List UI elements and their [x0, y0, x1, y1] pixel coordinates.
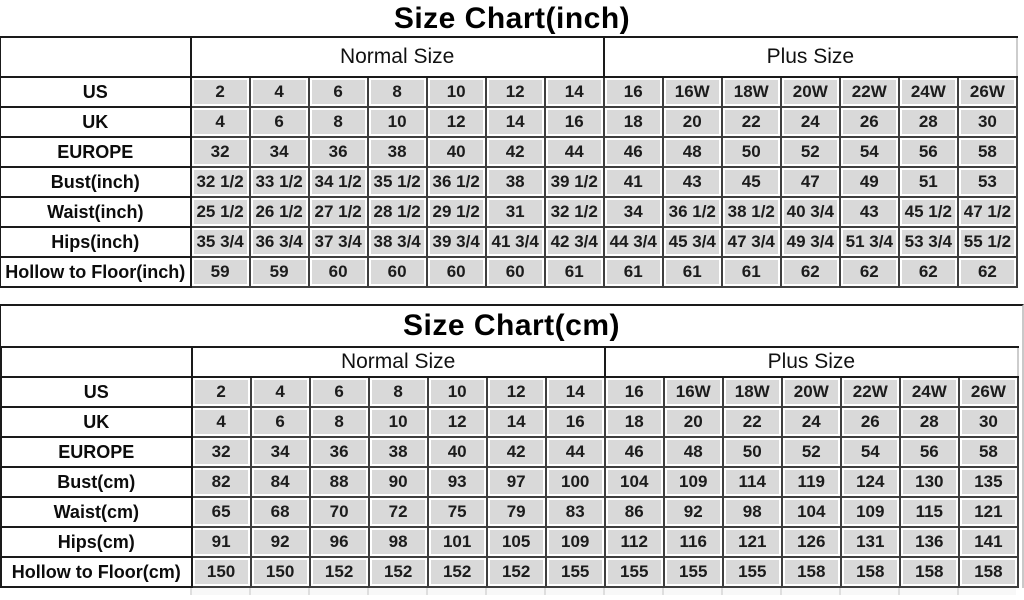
size-value-cell: 18	[604, 107, 663, 137]
size-value-cell: 152	[369, 557, 428, 587]
size-value-cell: 39 3/4	[427, 227, 486, 257]
size-value-cell: 54	[841, 437, 900, 467]
size-value-cell: 44	[545, 137, 604, 167]
cutoff-next-row-sliver	[190, 588, 1016, 595]
size-value-cell: 16	[604, 77, 663, 107]
size-value-cell: 16W	[664, 377, 723, 407]
size-value-cell: 141	[959, 527, 1018, 557]
size-value-cell: 62	[781, 257, 840, 287]
size-value-cell: 55 1/2	[958, 227, 1017, 257]
size-value-cell: 4	[251, 377, 310, 407]
size-value-cell: 50	[722, 137, 781, 167]
size-value-cell: 79	[487, 497, 546, 527]
size-value-cell: 115	[900, 497, 959, 527]
size-value-cell: 34 1/2	[309, 167, 368, 197]
size-value-cell: 53 3/4	[899, 227, 958, 257]
size-value-cell: 28	[900, 407, 959, 437]
size-value-cell: 104	[605, 467, 664, 497]
size-chart-inch-section	[0, 2, 1024, 288]
size-value-cell: 48	[663, 137, 722, 167]
size-value-cell: 22	[723, 407, 782, 437]
size-value-cell: 35 3/4	[191, 227, 250, 257]
size-value-cell: 46	[605, 437, 664, 467]
size-value-cell: 30	[958, 107, 1017, 137]
size-value-cell: 62	[840, 257, 899, 287]
size-value-cell: 28	[899, 107, 958, 137]
size-value-cell: 121	[723, 527, 782, 557]
size-value-cell: 45	[722, 167, 781, 197]
size-value-cell: 152	[428, 557, 487, 587]
size-value-cell: 10	[368, 107, 427, 137]
group-header-plus-size: Plus Size	[604, 37, 1017, 77]
row-label: Bust(cm)	[2, 467, 192, 497]
size-value-cell: 6	[251, 407, 310, 437]
size-value-cell: 32 1/2	[545, 197, 604, 227]
corner-cell	[1, 37, 191, 77]
table-row	[1, 227, 1018, 257]
size-value-cell: 10	[428, 377, 487, 407]
size-value-cell: 36	[309, 137, 368, 167]
size-chart-page	[0, 2, 1024, 600]
size-value-cell: 54	[840, 137, 899, 167]
size-value-cell: 24W	[900, 377, 959, 407]
size-value-cell: 90	[369, 467, 428, 497]
row-label: Hollow to Floor(inch)	[1, 257, 191, 287]
size-value-cell: 88	[310, 467, 369, 497]
size-value-cell: 26	[841, 407, 900, 437]
size-value-cell: 109	[546, 527, 605, 557]
size-value-cell: 155	[546, 557, 605, 587]
size-value-cell: 24	[782, 407, 841, 437]
size-value-cell: 36 1/2	[663, 197, 722, 227]
size-value-cell: 105	[487, 527, 546, 557]
row-label: UK	[2, 407, 192, 437]
row-label: Hips(inch)	[1, 227, 191, 257]
table-row	[2, 467, 1019, 497]
size-value-cell: 53	[958, 167, 1017, 197]
size-value-cell: 20W	[781, 77, 840, 107]
size-value-cell: 152	[487, 557, 546, 587]
table-row	[1, 167, 1018, 197]
row-label: US	[1, 77, 191, 107]
size-value-cell: 37 3/4	[309, 227, 368, 257]
group-header-normal-size: Normal Size	[192, 347, 605, 377]
size-value-cell: 27 1/2	[309, 197, 368, 227]
row-label: US	[2, 377, 192, 407]
size-value-cell: 150	[192, 557, 251, 587]
size-value-cell: 8	[369, 377, 428, 407]
size-value-cell: 158	[782, 557, 841, 587]
size-value-cell: 61	[604, 257, 663, 287]
size-value-cell: 62	[899, 257, 958, 287]
row-label: EUROPE	[2, 437, 192, 467]
size-value-cell: 22W	[841, 377, 900, 407]
size-value-cell: 61	[663, 257, 722, 287]
size-value-cell: 47 3/4	[722, 227, 781, 257]
size-value-cell: 114	[723, 467, 782, 497]
group-header-plus-size: Plus Size	[605, 347, 1018, 377]
size-value-cell: 40	[427, 137, 486, 167]
table-row	[1, 257, 1018, 287]
table-row	[2, 377, 1019, 407]
size-value-cell: 8	[368, 77, 427, 107]
size-value-cell: 33 1/2	[250, 167, 309, 197]
size-value-cell: 26W	[958, 77, 1017, 107]
size-value-cell: 42	[486, 137, 545, 167]
size-value-cell: 44	[546, 437, 605, 467]
size-value-cell: 26 1/2	[250, 197, 309, 227]
row-label: Waist(cm)	[2, 497, 192, 527]
size-value-cell: 152	[310, 557, 369, 587]
size-value-cell: 56	[900, 437, 959, 467]
size-value-cell: 39 1/2	[545, 167, 604, 197]
size-value-cell: 70	[310, 497, 369, 527]
table-row	[2, 497, 1019, 527]
size-value-cell: 36 3/4	[250, 227, 309, 257]
size-value-cell: 119	[782, 467, 841, 497]
size-value-cell: 93	[428, 467, 487, 497]
size-value-cell: 49	[840, 167, 899, 197]
row-label: Hips(cm)	[2, 527, 192, 557]
size-value-cell: 16	[546, 407, 605, 437]
size-value-cell: 58	[959, 437, 1018, 467]
size-value-cell: 10	[369, 407, 428, 437]
size-value-cell: 96	[310, 527, 369, 557]
size-value-cell: 32	[191, 137, 250, 167]
size-value-cell: 36 1/2	[427, 167, 486, 197]
size-value-cell: 34	[250, 137, 309, 167]
size-value-cell: 25 1/2	[191, 197, 250, 227]
size-value-cell: 121	[959, 497, 1018, 527]
size-value-cell: 101	[428, 527, 487, 557]
size-value-cell: 34	[251, 437, 310, 467]
size-value-cell: 18W	[722, 77, 781, 107]
size-value-cell: 4	[191, 107, 250, 137]
size-value-cell: 158	[959, 557, 1018, 587]
size-value-cell: 41	[604, 167, 663, 197]
section-gap	[0, 288, 1024, 304]
size-value-cell: 158	[841, 557, 900, 587]
table-row	[1, 137, 1018, 167]
size-value-cell: 65	[192, 497, 251, 527]
table-row	[1, 77, 1018, 107]
size-value-cell: 98	[369, 527, 428, 557]
size-value-cell: 61	[545, 257, 604, 287]
size-value-cell: 22W	[840, 77, 899, 107]
size-value-cell: 24	[781, 107, 840, 137]
size-value-cell: 51	[899, 167, 958, 197]
size-value-cell: 104	[782, 497, 841, 527]
table-row	[2, 527, 1019, 557]
size-value-cell: 52	[782, 437, 841, 467]
row-label: UK	[1, 107, 191, 137]
size-value-cell: 43	[840, 197, 899, 227]
size-value-cell: 16	[545, 107, 604, 137]
size-value-cell: 48	[664, 437, 723, 467]
size-value-cell: 14	[486, 107, 545, 137]
size-value-cell: 8	[309, 107, 368, 137]
table-row	[2, 407, 1019, 437]
size-value-cell: 6	[250, 107, 309, 137]
size-value-cell: 18W	[723, 377, 782, 407]
size-value-cell: 109	[664, 467, 723, 497]
size-value-cell: 12	[428, 407, 487, 437]
size-value-cell: 92	[664, 497, 723, 527]
size-value-cell: 31	[486, 197, 545, 227]
size-value-cell: 46	[604, 137, 663, 167]
size-value-cell: 6	[310, 377, 369, 407]
size-value-cell: 42 3/4	[545, 227, 604, 257]
size-value-cell: 58	[958, 137, 1017, 167]
size-value-cell: 112	[605, 527, 664, 557]
size-value-cell: 44 3/4	[604, 227, 663, 257]
size-value-cell: 40	[428, 437, 487, 467]
row-label: Bust(inch)	[1, 167, 191, 197]
size-value-cell: 45 3/4	[663, 227, 722, 257]
table-row	[1, 107, 1018, 137]
size-value-cell: 28 1/2	[368, 197, 427, 227]
size-value-cell: 20	[664, 407, 723, 437]
size-value-cell: 47	[781, 167, 840, 197]
size-value-cell: 100	[546, 467, 605, 497]
size-value-cell: 131	[841, 527, 900, 557]
size-value-cell: 109	[841, 497, 900, 527]
size-value-cell: 135	[959, 467, 1018, 497]
size-value-cell: 155	[605, 557, 664, 587]
size-value-cell: 98	[723, 497, 782, 527]
size-value-cell: 38	[369, 437, 428, 467]
size-value-cell: 75	[428, 497, 487, 527]
size-value-cell: 18	[605, 407, 664, 437]
size-value-cell: 30	[959, 407, 1018, 437]
size-value-cell: 92	[251, 527, 310, 557]
size-value-cell: 35 1/2	[368, 167, 427, 197]
size-value-cell: 61	[722, 257, 781, 287]
size-chart-cm-section	[0, 304, 1024, 588]
size-value-cell: 136	[900, 527, 959, 557]
size-value-cell: 4	[250, 77, 309, 107]
row-label: Waist(inch)	[1, 197, 191, 227]
size-value-cell: 47 1/2	[958, 197, 1017, 227]
size-value-cell: 22	[722, 107, 781, 137]
size-value-cell: 50	[723, 437, 782, 467]
group-header-row	[2, 347, 1019, 377]
size-value-cell: 60	[368, 257, 427, 287]
size-value-cell: 124	[841, 467, 900, 497]
table-row	[2, 557, 1019, 587]
size-value-cell: 38	[486, 167, 545, 197]
size-value-cell: 16W	[663, 77, 722, 107]
size-value-cell: 38 1/2	[722, 197, 781, 227]
group-header-row	[1, 37, 1018, 77]
cm-size-table	[1, 346, 1019, 588]
size-value-cell: 8	[310, 407, 369, 437]
size-value-cell: 60	[309, 257, 368, 287]
size-value-cell: 43	[663, 167, 722, 197]
size-value-cell: 56	[899, 137, 958, 167]
size-value-cell: 12	[486, 77, 545, 107]
size-value-cell: 82	[192, 467, 251, 497]
table-row	[2, 437, 1019, 467]
size-value-cell: 32 1/2	[191, 167, 250, 197]
size-value-cell: 32	[192, 437, 251, 467]
size-value-cell: 155	[723, 557, 782, 587]
size-value-cell: 14	[546, 377, 605, 407]
size-value-cell: 2	[191, 77, 250, 107]
size-value-cell: 14	[487, 407, 546, 437]
size-value-cell: 12	[427, 107, 486, 137]
size-value-cell: 86	[605, 497, 664, 527]
size-value-cell: 83	[546, 497, 605, 527]
size-value-cell: 91	[192, 527, 251, 557]
size-value-cell: 14	[545, 77, 604, 107]
size-value-cell: 4	[192, 407, 251, 437]
size-value-cell: 12	[487, 377, 546, 407]
size-value-cell: 116	[664, 527, 723, 557]
size-value-cell: 26W	[959, 377, 1018, 407]
size-value-cell: 10	[427, 77, 486, 107]
table-row	[1, 197, 1018, 227]
size-value-cell: 42	[487, 437, 546, 467]
size-value-cell: 40 3/4	[781, 197, 840, 227]
size-value-cell: 126	[782, 527, 841, 557]
size-value-cell: 16	[605, 377, 664, 407]
size-value-cell: 150	[251, 557, 310, 587]
size-value-cell: 155	[664, 557, 723, 587]
size-value-cell: 158	[900, 557, 959, 587]
size-value-cell: 36	[310, 437, 369, 467]
size-value-cell: 20	[663, 107, 722, 137]
size-value-cell: 49 3/4	[781, 227, 840, 257]
size-value-cell: 38 3/4	[368, 227, 427, 257]
size-value-cell: 97	[487, 467, 546, 497]
size-value-cell: 84	[251, 467, 310, 497]
size-value-cell: 41 3/4	[486, 227, 545, 257]
size-value-cell: 38	[368, 137, 427, 167]
inch-size-table	[0, 36, 1018, 288]
row-label: EUROPE	[1, 137, 191, 167]
size-value-cell: 34	[604, 197, 663, 227]
size-value-cell: 2	[192, 377, 251, 407]
size-value-cell: 62	[958, 257, 1017, 287]
cm-chart-title: Size Chart(cm)	[402, 309, 621, 342]
size-value-cell: 72	[369, 497, 428, 527]
size-value-cell: 24W	[899, 77, 958, 107]
size-value-cell: 20W	[782, 377, 841, 407]
size-value-cell: 60	[486, 257, 545, 287]
size-value-cell: 26	[840, 107, 899, 137]
size-value-cell: 59	[250, 257, 309, 287]
size-value-cell: 60	[427, 257, 486, 287]
size-value-cell: 6	[309, 77, 368, 107]
group-header-normal-size: Normal Size	[191, 37, 604, 77]
size-value-cell: 68	[251, 497, 310, 527]
size-value-cell: 59	[191, 257, 250, 287]
corner-cell	[2, 347, 192, 377]
size-value-cell: 29 1/2	[427, 197, 486, 227]
size-value-cell: 52	[781, 137, 840, 167]
size-value-cell: 45 1/2	[899, 197, 958, 227]
row-label: Hollow to Floor(cm)	[2, 557, 192, 587]
inch-chart-title: Size Chart(inch)	[393, 2, 631, 35]
size-value-cell: 51 3/4	[840, 227, 899, 257]
size-value-cell: 130	[900, 467, 959, 497]
